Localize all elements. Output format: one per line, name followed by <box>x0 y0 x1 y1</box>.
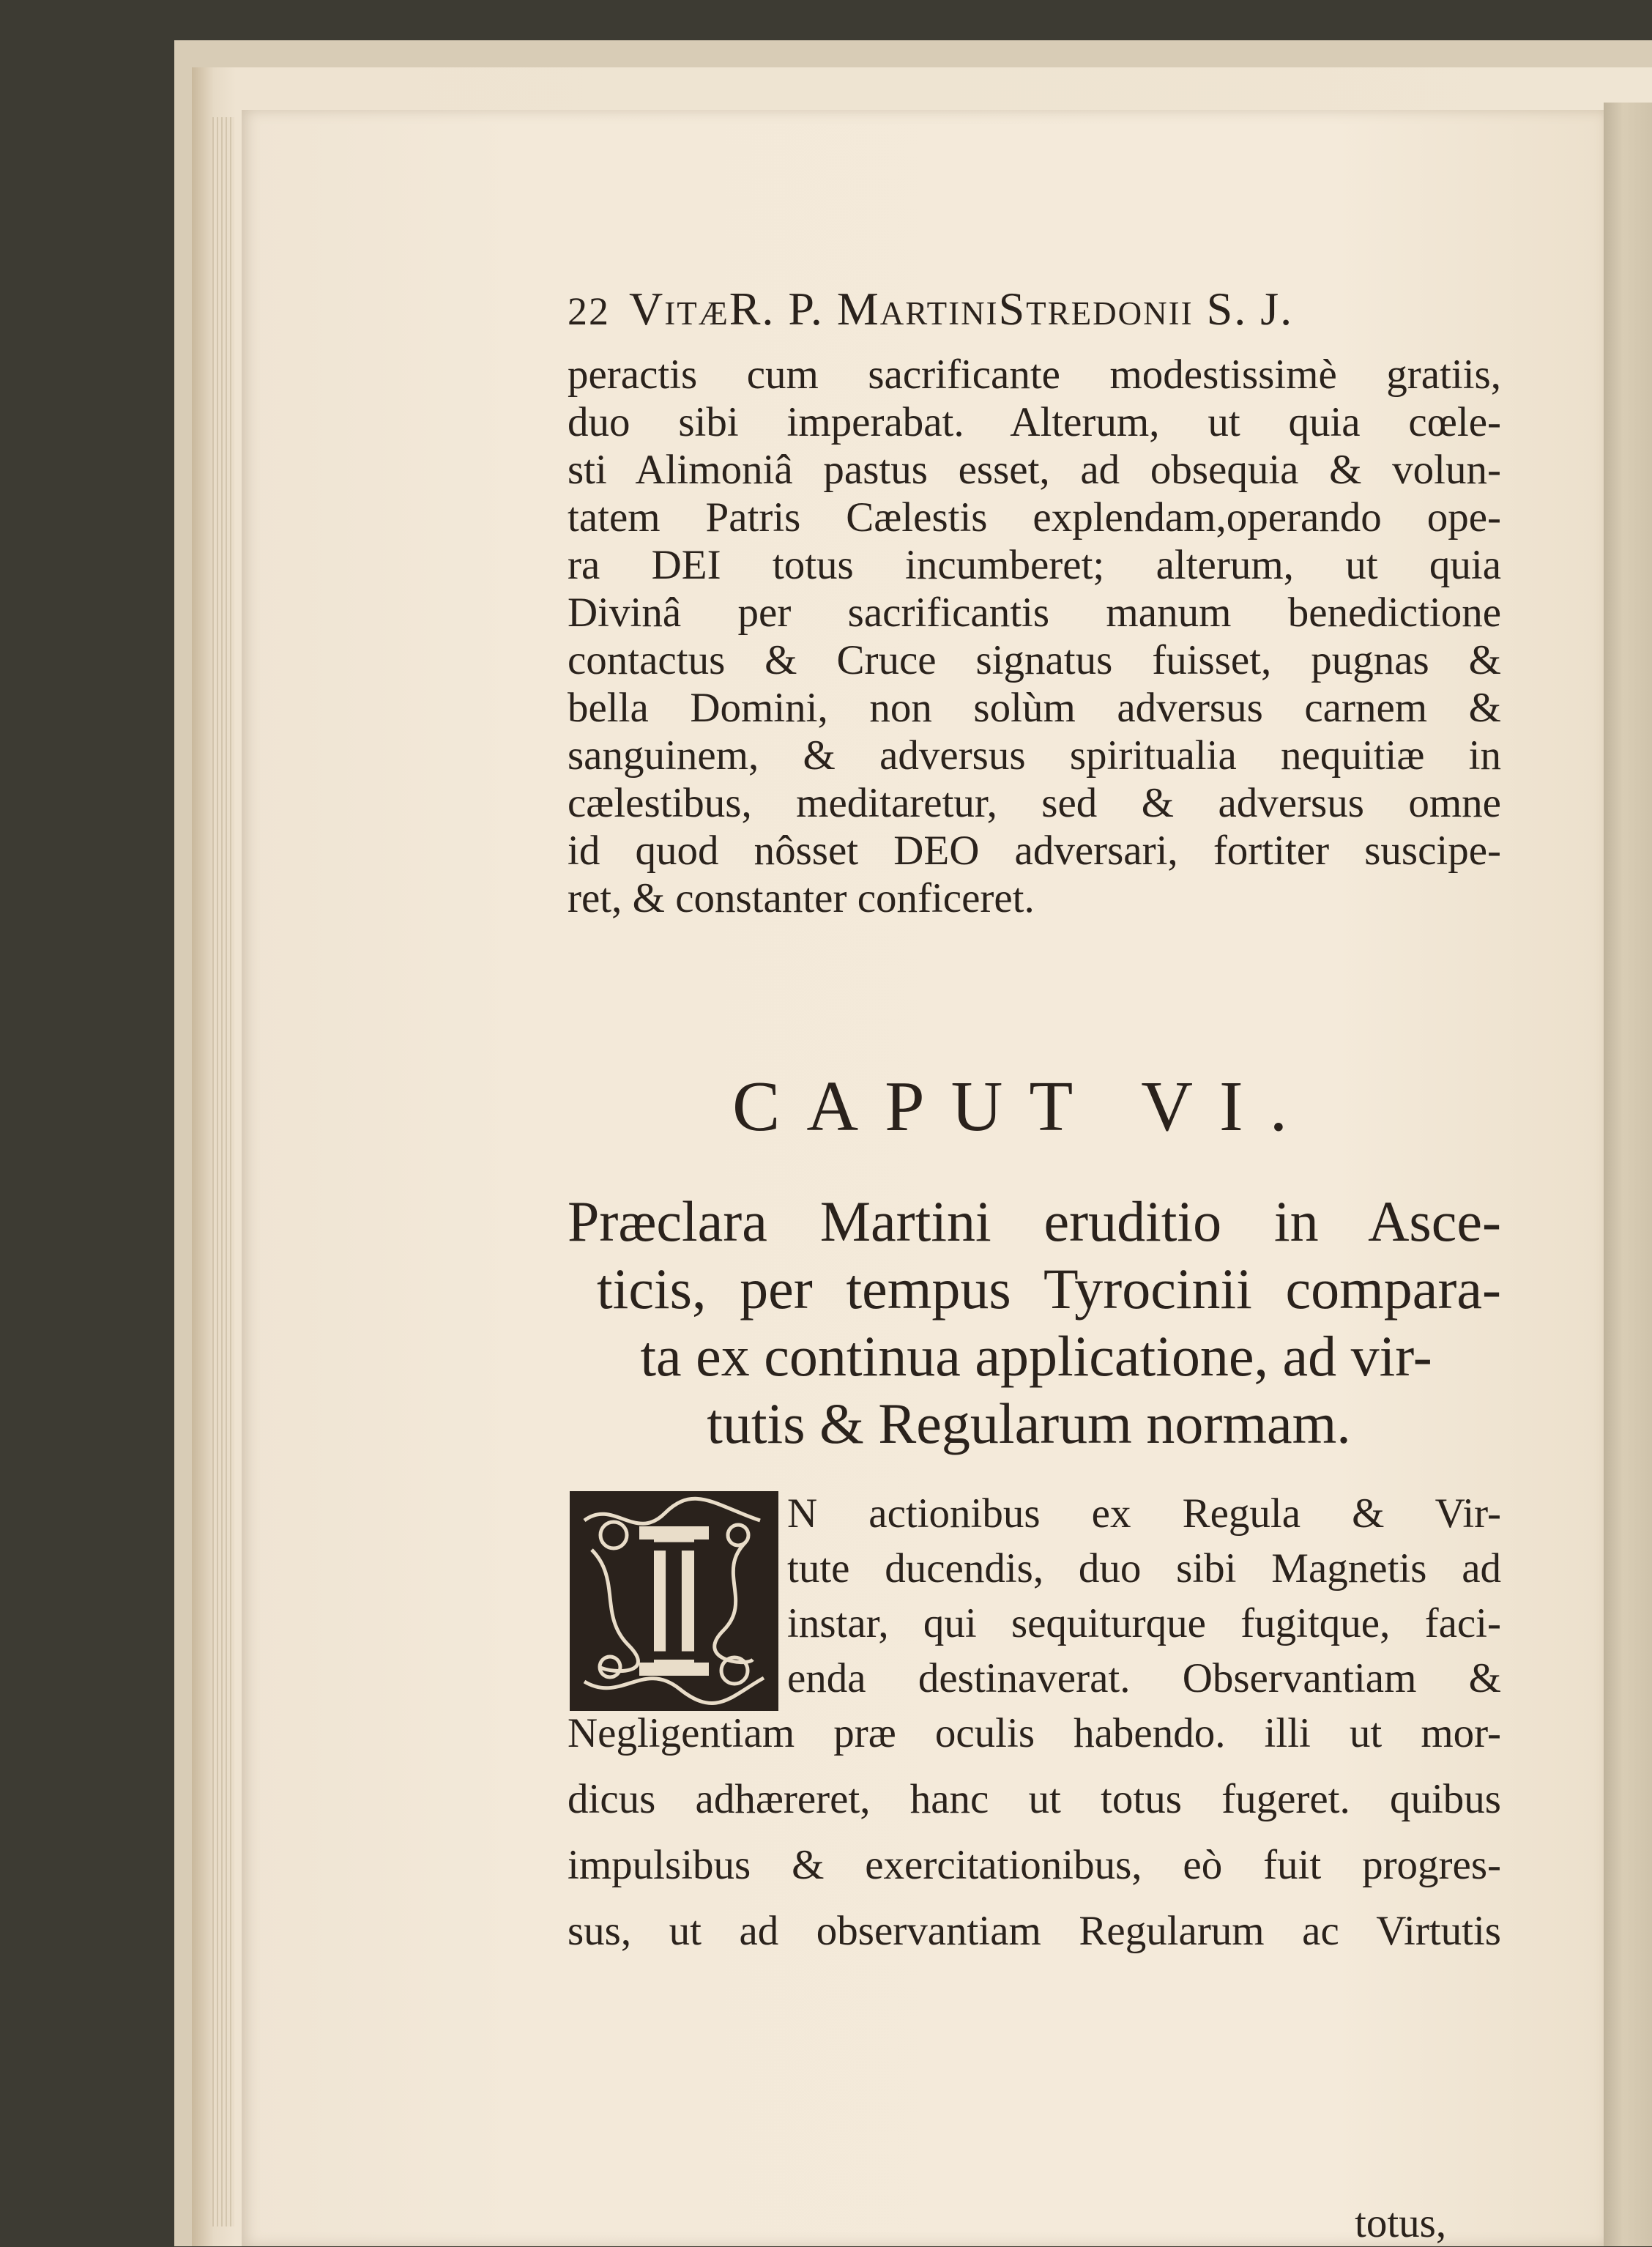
body-line: id quod nôsset DEO adversari, fortiter suscipe- <box>568 828 1501 874</box>
body-line: bella Domini, non solùm adversus carnem & <box>568 685 1501 731</box>
body-line: Divinâ per sacrificantis manum benedictione <box>568 590 1501 636</box>
running-title: VitæR. P. MartiniStredonii S. J. <box>629 283 1294 335</box>
body-line: peractis cum sacrificante modestissimè gratiis, <box>568 352 1501 398</box>
paragraph-line: impulsibus & exercitationibus, eò fuit progres- <box>568 1842 1501 1888</box>
paragraph-line: N actionibus ex Regula & Vir- <box>787 1490 1501 1537</box>
chapter-heading-line: ta ex continua applicatione, ad vir- <box>640 1324 1432 1388</box>
body-line: ret, & constanter conficeret. <box>568 875 1035 921</box>
initial-letter: I <box>641 1510 706 1698</box>
paragraph-line: tute ducendis, duo sibi Magnetis ad <box>787 1545 1501 1592</box>
body-line: tatem Patris Cælestis explendam,operando ope- <box>568 494 1501 541</box>
paragraph-line: sus, ut ad observantiam Regularum ac Virtutis <box>568 1908 1501 1954</box>
chapter-heading-line: Præclara Martini eruditio in Asce- <box>568 1189 1501 1253</box>
paragraph-line: enda destinaverat. Observantiam & <box>787 1655 1501 1701</box>
ornament-initial-icon <box>570 1491 778 1711</box>
body-line: sanguinem, & adversus spiritualia nequitiæ in <box>568 732 1501 779</box>
page-number: 22 <box>568 289 610 333</box>
catchword: totus, <box>1355 2200 1447 2246</box>
paragraph-line: dicus adhæreret, hanc ut totus fugeret. quibus <box>568 1776 1501 1822</box>
body-line: ra DEI totus incumberet; alterum, ut quia <box>568 542 1501 588</box>
facing-page-edge <box>1604 103 1652 2246</box>
decorated-initial <box>570 1491 778 1711</box>
chapter-number: CAPUT VI. <box>732 1067 1314 1146</box>
running-head <box>568 282 1501 348</box>
paragraph-line: Negligentiam præ oculis habendo. illi ut mor- <box>568 1710 1501 1756</box>
chapter-heading-line: ticis, per tempus Tyrocinii compara- <box>597 1257 1501 1321</box>
chapter-heading-line: tutis & Regularum normam. <box>707 1392 1351 1455</box>
body-line: duo sibi imperabat. Alterum, ut quia cœle- <box>568 399 1501 445</box>
paragraph-line: instar, qui sequiturque fugitque, faci- <box>787 1600 1501 1646</box>
page-edges <box>212 117 234 2226</box>
body-line: contactus & Cruce signatus fuisset, pugnas & <box>568 637 1501 683</box>
body-line: sti Alimoniâ pastus esset, ad obsequia & volun- <box>568 447 1501 493</box>
body-line: cælestibus, meditaretur, sed & adversus omne <box>568 780 1501 826</box>
